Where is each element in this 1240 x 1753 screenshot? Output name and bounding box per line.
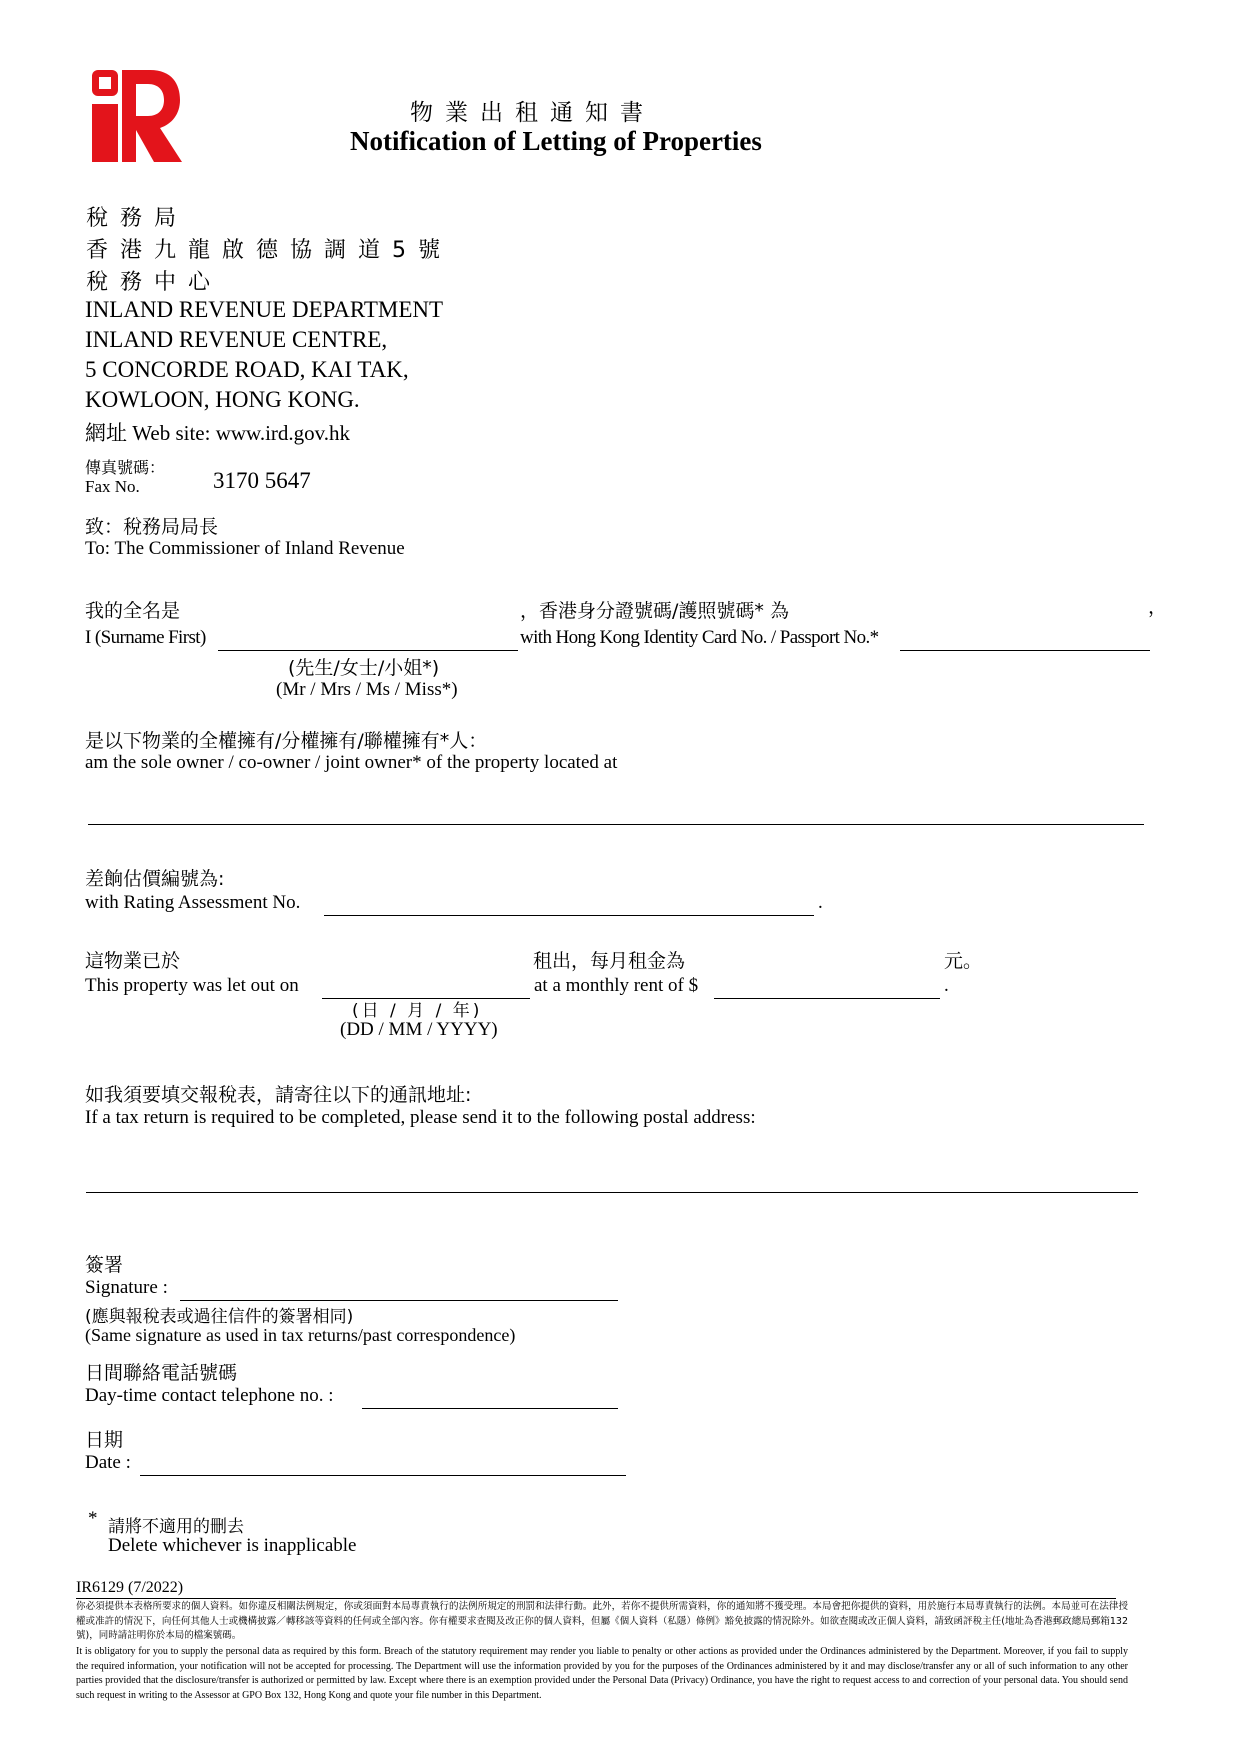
footnote-star: *: [88, 1508, 98, 1529]
let-label-zh: 這物業已於: [85, 950, 181, 972]
title-zh: 物業出租通知書: [410, 100, 655, 126]
address-en-line4: KOWLOON, HONG KONG.: [85, 387, 360, 412]
footer-rule: [76, 1598, 1116, 1599]
rating-assessment-field[interactable]: [324, 893, 814, 916]
comma: ，: [1148, 597, 1168, 618]
address-en-line3: 5 CONCORDE ROAD, KAI TAK,: [85, 357, 409, 382]
phone-field[interactable]: [362, 1386, 618, 1409]
address-zh-line3: 稅務中心: [86, 270, 223, 295]
rent-label-zh: 租出，每月租金為: [533, 950, 686, 972]
signature-label-en: Signature :: [85, 1277, 168, 1298]
id-label-zh: ，香港身分證號碼/護照號碼* 為: [520, 600, 789, 622]
rating-label-en: with Rating Assessment No.: [85, 892, 301, 913]
fax-label-zh: 傳真號碼：: [85, 458, 166, 477]
date-label-en: Date :: [85, 1452, 131, 1473]
address-en-line1: INLAND REVENUE DEPARTMENT: [85, 297, 444, 322]
address-zh-line2: 香港九龍啟德協調道5號: [86, 238, 452, 263]
footnote-en: Delete whichever is inapplicable: [108, 1535, 357, 1556]
postal-label-en: If a tax return is required to be completed, please send it to the following postal address:: [85, 1107, 756, 1128]
rating-period: .: [818, 892, 823, 913]
date-format-zh: (日 / 月 / 年): [352, 1001, 483, 1021]
signature-note-zh: (應與報稅表或過往信件的簽署相同): [85, 1307, 354, 1327]
fax-number: 3170 5647: [213, 468, 311, 493]
rent-period: .: [944, 975, 949, 996]
rating-label-zh: 差餉估價編號為:: [85, 868, 225, 890]
website: [85, 417, 350, 447]
privacy-zh: 你必須提供本表格所要求的個人資料。如你違反相關法例規定，你或須面對本局專責執行的法例所規定的刑罰和法律行動。此外，若你不提供所需資料，你的通知將不獲受理。本局會把你提供的資料，用於施行本局專責執行的法例。本局並可在法律授權或准許的情況下，向任何其他人士或機構披露／轉移該等資料的任何或全部內容。你有權要求查閱及改正你的個人資料，但屬《個人資料（私隱）條例》豁免披露的情況除外。如欲查閱或改正個人資料，請致函評稅主任(地址為香港郵政總局郵箱132號)，同時請註明你於本局的檔案號碼。: [76, 1601, 1128, 1641]
to-zh: 致：稅務局局長: [85, 516, 219, 538]
rent-label-en: at a monthly rent of $: [534, 975, 699, 996]
title-options-zh: (先生/女士/小姐*): [288, 657, 440, 679]
footnote-zh: 請將不適用的刪去: [108, 1517, 244, 1537]
postal-label-zh: 如我須要填交報稅表，請寄往以下的通訊地址:: [85, 1084, 472, 1106]
id-number-field[interactable]: [900, 628, 1150, 651]
title-en: Notification of Letting of Properties: [350, 126, 762, 156]
date-field[interactable]: [140, 1453, 626, 1476]
address-en-line2: INLAND REVENUE CENTRE,: [85, 327, 388, 352]
signature-note-en: (Same signature as used in tax returns/past correspondence): [85, 1325, 516, 1345]
owner-label-en: am the sole owner / co-owner / joint owner* of the property located at: [85, 752, 618, 773]
fax-label-en: Fax No.: [85, 477, 140, 496]
ird-logo: [92, 70, 182, 162]
signature-label-zh: 簽署: [85, 1254, 124, 1276]
postal-address-field[interactable]: [86, 1170, 1138, 1193]
address-zh-line1: 稅務局: [86, 206, 189, 231]
phone-label-zh: 日間聯絡電話號碼: [85, 1362, 238, 1384]
website-label-zh: 網址: [85, 421, 127, 445]
date-label-zh: 日期: [85, 1429, 124, 1451]
privacy-en: It is obligatory for you to supply the personal data as required by this form. Breach of the statutory requirement may render you liable to penalty or other actions as provided under the Ordinances administered by the Department. Moreover, if you fail to supply the required information, your notification will not be accepted for processing. The Department will use the information provided by you for the purposes of the Ordinances administered by it and may disclose/transfer any or all of such information to any other parties provided that the disclosure/transfer is authorized or permitted by law. Except where there is an exemption provided under the Personal Data (Privacy) Ordinance, you have the right to request access to and correction of your personal data. You should send such request in writing to the Assessor at GPO Box 132, Hong Kong and quote your file number in this Department.: [76, 1646, 1128, 1701]
currency-zh: 元。: [944, 950, 983, 972]
property-address-field[interactable]: [88, 802, 1144, 825]
website-text: Web site: www.ird.gov.hk: [132, 421, 351, 445]
name-field[interactable]: [218, 628, 518, 651]
form-code: IR6129 (7/2022): [76, 1579, 184, 1596]
signature-field[interactable]: [180, 1278, 618, 1301]
title-options-en: (Mr / Mrs / Ms / Miss*): [276, 679, 458, 700]
monthly-rent-field[interactable]: [714, 976, 940, 999]
let-label-en: This property was let out on: [85, 975, 299, 996]
owner-label-zh: 是以下物業的全權擁有/分權擁有/聯權擁有*人：: [85, 730, 488, 752]
date-format-en: (DD / MM / YYYY): [340, 1019, 498, 1040]
to-en: To: The Commissioner of Inland Revenue: [85, 538, 405, 559]
phone-label-en: Day-time contact telephone no. :: [85, 1385, 334, 1406]
name-label-zh: 我的全名是: [85, 600, 181, 622]
name-label-en: I (Surname First): [85, 627, 206, 648]
id-label-en: with Hong Kong Identity Card No. / Passport No.*: [520, 627, 879, 648]
